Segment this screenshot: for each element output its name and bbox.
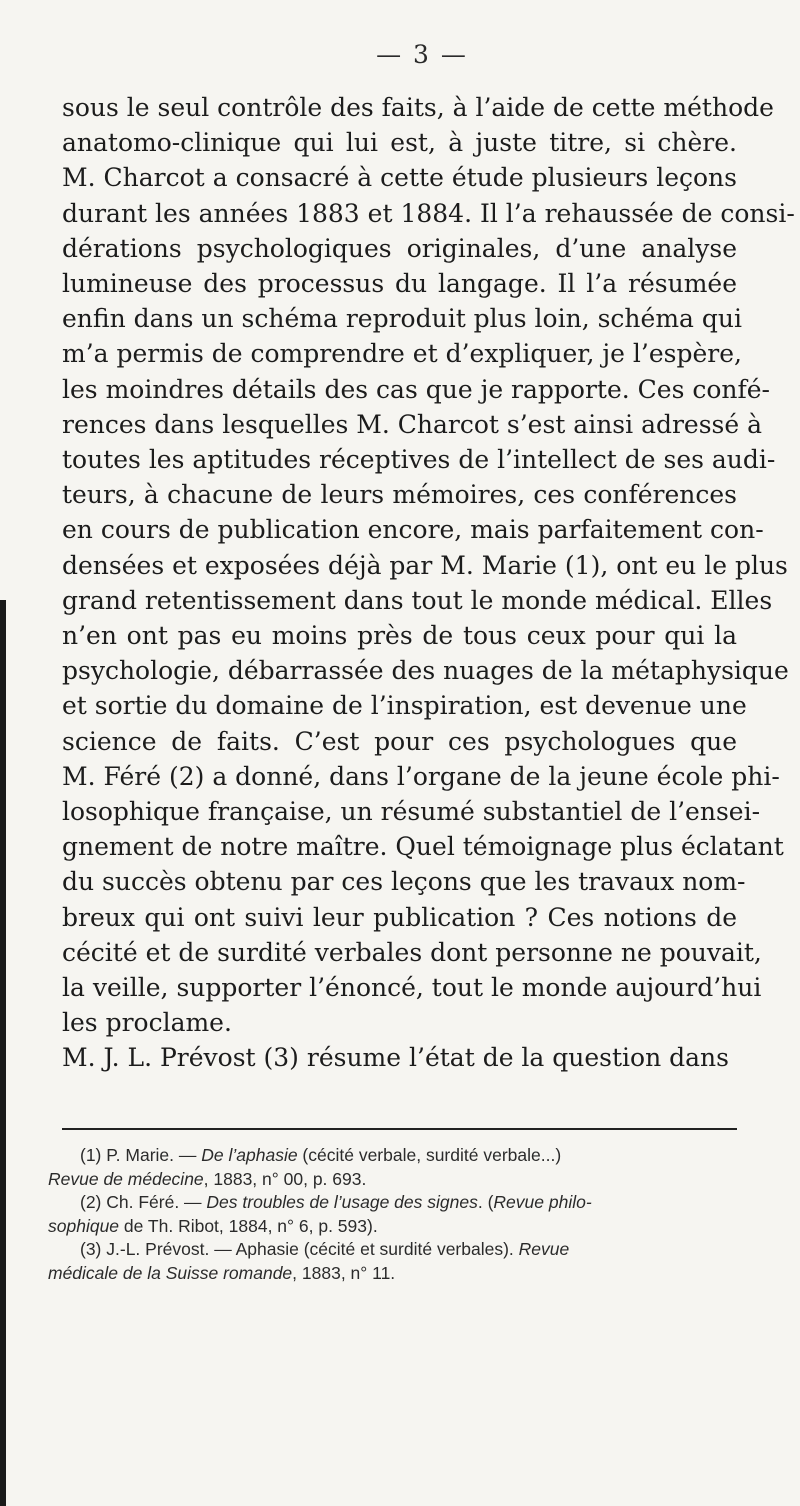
- footnote-text: (3) J.-L. Prévost. — Aphasie (cécité et surdité verbales).: [80, 1239, 519, 1259]
- footnote-title-text: sophique: [48, 1215, 120, 1236]
- footnote-title-text: Revue: [518, 1239, 570, 1259]
- footnote-line: [62, 1191, 737, 1215]
- footnote-3: [48, 1238, 737, 1285]
- text-line: sous le seul contrôle des faits, à l’aide de cette méthode: [62, 93, 774, 122]
- text-line: toutes les aptitudes réceptives de l’intellect de ses audi-: [62, 445, 776, 475]
- footnotes: [48, 1144, 737, 1285]
- footnote-line: [48, 1215, 737, 1239]
- text-line: gnement de notre maître. Quel témoignage plus éclatant: [62, 832, 784, 862]
- text-line: cécité et de surdité verbales dont personne ne pouvait,: [62, 937, 762, 967]
- footnote-text: de Th. Ribot, 1884, n° 6, p. 593).: [119, 1215, 378, 1236]
- text-line: densées et exposées déjà par M. Marie (1), ont eu le plus: [62, 550, 788, 580]
- text-line: du succès obtenu par ces leçons que les travaux nom-: [62, 867, 746, 897]
- footnote-title-text: Revue de médecine: [48, 1168, 204, 1189]
- text-line: la veille, supporter l’énoncé, tout le monde aujourd’hui: [62, 973, 762, 1003]
- text-line: losophique française, un résumé substantiel de l’ensei-: [62, 797, 761, 827]
- footnote-text: , 1883, n° 00, p. 693.: [203, 1168, 367, 1189]
- text-line: M. J. L. Prévost (3) résume l’état de la question dans: [62, 1043, 729, 1073]
- text-line: dérations psychologiques originales, d’une analyse: [62, 233, 737, 263]
- footnote-rule: [62, 1128, 737, 1130]
- footnote-title-text: De l’aphasie: [201, 1145, 298, 1165]
- footnote-line: [48, 1168, 737, 1192]
- text-line: M. Féré (2) a donné, dans l’organe de la jeune école phi-: [62, 761, 780, 791]
- footnote-text: (1) P. Marie. —: [80, 1145, 202, 1165]
- footnote-text: . (: [477, 1192, 494, 1212]
- footnote-text: , 1883, n° 11.: [292, 1262, 396, 1283]
- text-line: en cours de publication encore, mais parfaitement con-: [62, 515, 764, 545]
- scan-edge-shadow: [0, 600, 6, 1506]
- body-text: [62, 90, 795, 1076]
- text-line: teurs, à chacune de leurs mémoires, ces conférences: [62, 480, 737, 510]
- text-line: durant les années 1883 et 1884. Il l’a rehaussée de consi-: [62, 198, 795, 228]
- footnote-title-text: Revue philo-: [493, 1192, 592, 1212]
- text-line: breux qui ont suivi leur publication ? Ces notions de: [62, 902, 737, 932]
- footnote-line: [48, 1262, 737, 1286]
- text-line: rences dans lesquelles M. Charcot s’est ainsi adressé à: [62, 409, 763, 439]
- text-line: n’en ont pas eu moins près de tous ceux pour qui la: [62, 621, 737, 651]
- text-line: anatomo-clinique qui lui est, à juste titre, si chère.: [62, 128, 737, 158]
- footnote-title-text: Des troubles de l’usage des signes: [206, 1192, 478, 1212]
- footnote-text: (cécité verbale, surdité verbale...): [297, 1145, 562, 1165]
- footnote-2: [48, 1191, 737, 1238]
- text-line: les proclame.: [62, 1008, 232, 1038]
- text-line: grand retentissement dans tout le monde médical. Elles: [62, 585, 773, 615]
- text-line: science de faits. C’est pour ces psychologues que: [62, 726, 737, 756]
- text-line: psychologie, débarrassée des nuages de la métaphysique: [62, 656, 789, 686]
- footnote-line: [62, 1144, 737, 1168]
- text-line: lumineuse des processus du langage. Il l’a résumée: [62, 269, 737, 299]
- footnote-title-text: médicale de la Suisse romande: [48, 1262, 293, 1283]
- footnote-text: (2) Ch. Féré. —: [80, 1192, 207, 1212]
- text-line: les moindres détails des cas que je rapporte. Ces confé-: [62, 374, 771, 404]
- text-line: M. Charcot a consacré à cette étude plusieurs leçons: [62, 163, 737, 193]
- footnote-1: [48, 1144, 737, 1191]
- page-number: — 3 —: [376, 40, 468, 69]
- text-line: enfin dans un schéma reproduit plus loin, schéma qui: [62, 304, 742, 334]
- text-line: et sortie du domaine de l’inspiration, est devenue une: [62, 691, 747, 721]
- text-line: m’a permis de comprendre et d’expliquer, je l’espère,: [62, 339, 742, 369]
- footnote-line: [62, 1238, 737, 1262]
